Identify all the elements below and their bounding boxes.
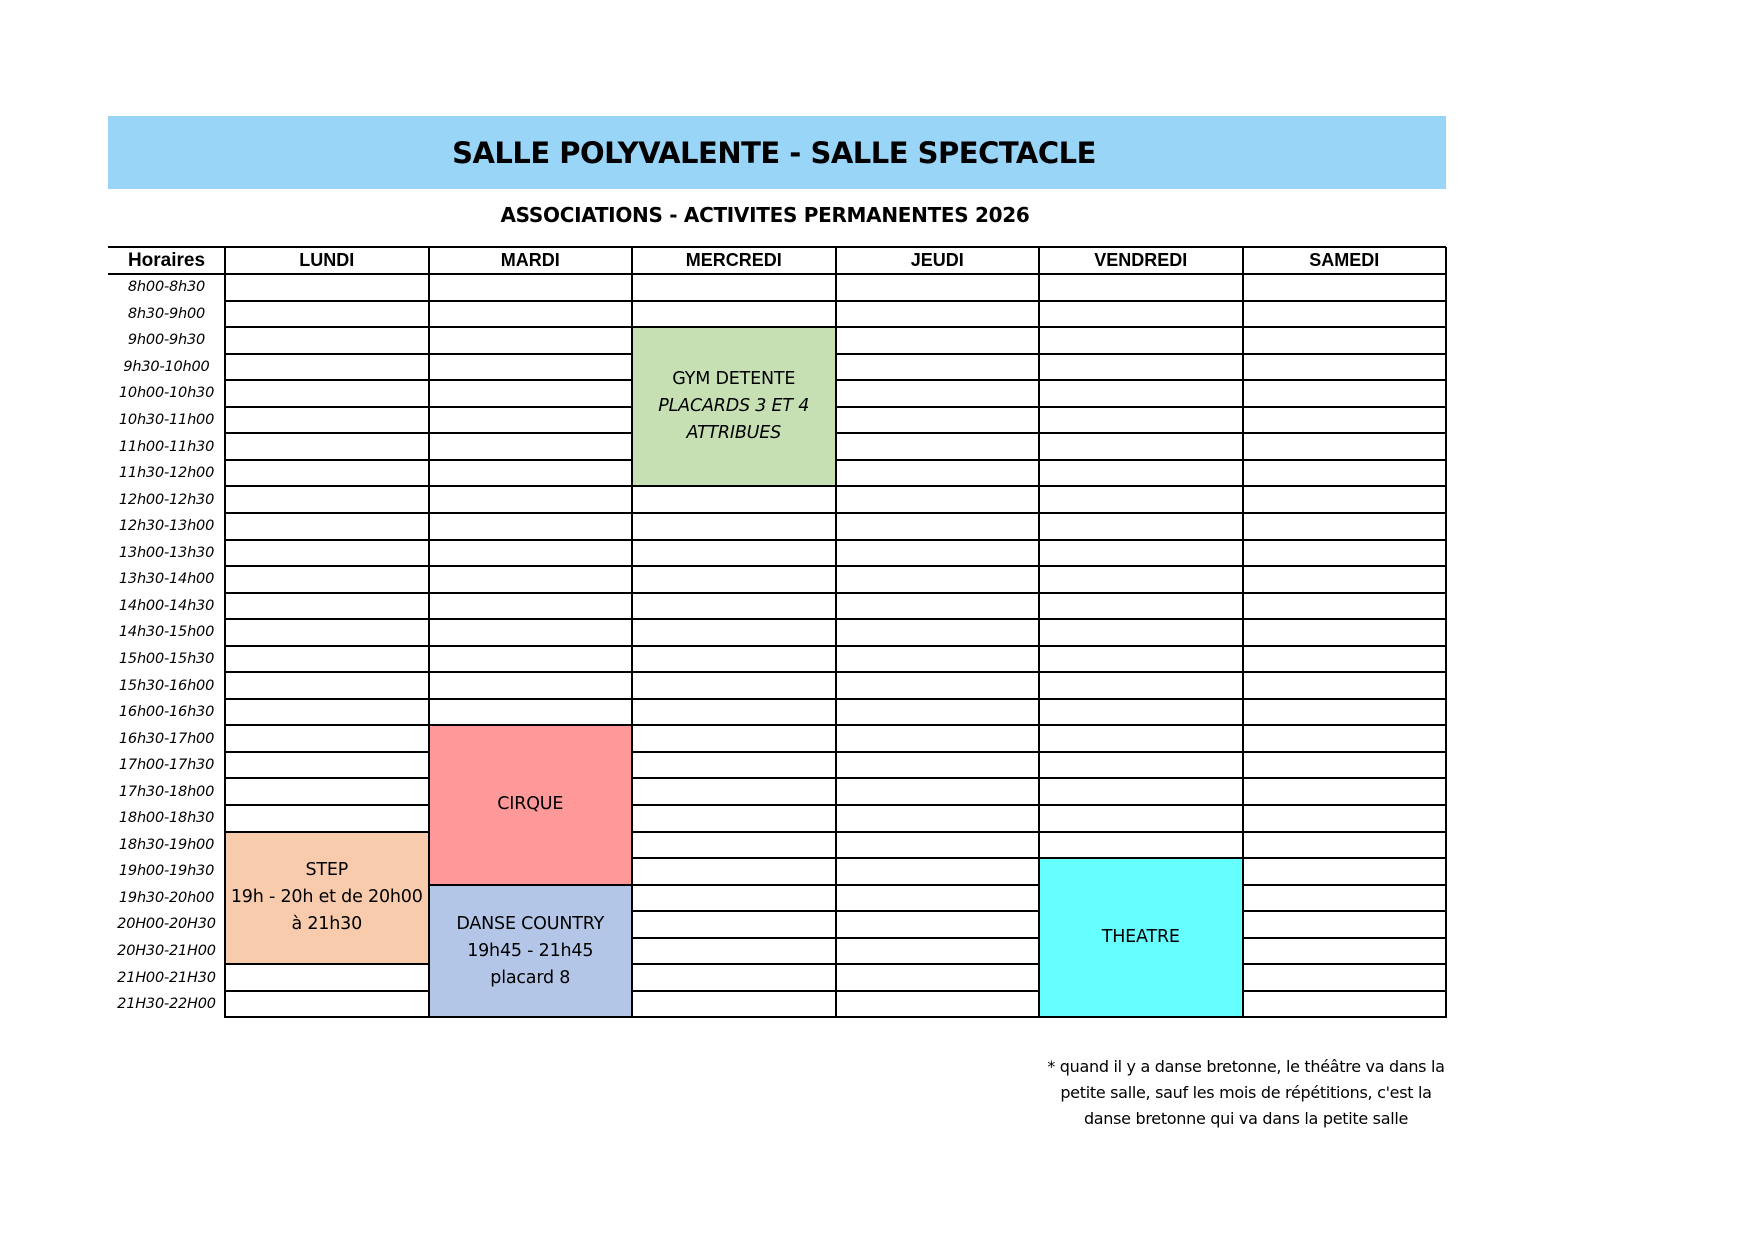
time-slot-label: 14h30-15h00 bbox=[118, 624, 215, 641]
grid-line bbox=[836, 432, 1040, 434]
grid-line bbox=[429, 592, 633, 594]
grid-line bbox=[1243, 326, 1447, 328]
event-danse-country-line: DANSE COUNTRY bbox=[456, 913, 605, 934]
grid-line bbox=[632, 804, 836, 806]
grid-line bbox=[1243, 751, 1447, 753]
time-slot-label: 17h00-17h30 bbox=[118, 757, 215, 774]
grid-line bbox=[225, 751, 429, 753]
grid-line bbox=[1039, 565, 1243, 567]
grid-line bbox=[1243, 406, 1447, 408]
grid-line bbox=[632, 618, 836, 620]
grid-line bbox=[1243, 857, 1447, 859]
grid-line bbox=[836, 724, 1040, 726]
grid-line bbox=[225, 485, 429, 487]
time-slot-label: 9h00-9h30 bbox=[127, 332, 206, 349]
grid-line bbox=[632, 937, 836, 939]
grid-line bbox=[836, 884, 1040, 886]
grid-line bbox=[1039, 512, 1243, 514]
grid-line bbox=[225, 698, 429, 700]
grid-line bbox=[836, 459, 1040, 461]
grid-line bbox=[1039, 353, 1243, 355]
grid-line bbox=[632, 698, 836, 700]
grid-line bbox=[632, 963, 836, 965]
grid-line bbox=[1243, 990, 1447, 992]
grid-line bbox=[225, 990, 429, 992]
time-slot-label: 19h30-20h00 bbox=[118, 889, 215, 906]
time-slot-label: 20H00-20H30 bbox=[117, 916, 216, 933]
grid-line bbox=[836, 300, 1040, 302]
grid-line bbox=[225, 592, 429, 594]
time-slot-label: 12h30-13h00 bbox=[118, 518, 215, 535]
grid-line bbox=[1039, 618, 1243, 620]
grid-line bbox=[225, 353, 429, 355]
grid-line bbox=[632, 910, 836, 912]
footnote-line: petite salle, sauf les mois de répétitions, c'est la bbox=[1060, 1083, 1432, 1102]
grid-line bbox=[225, 618, 429, 620]
grid-line bbox=[836, 777, 1040, 779]
time-slot-label: 11h30-12h00 bbox=[118, 465, 215, 482]
grid-line bbox=[836, 937, 1040, 939]
grid-line bbox=[836, 512, 1040, 514]
grid-line bbox=[632, 592, 836, 594]
grid-line bbox=[1243, 698, 1447, 700]
time-slot-label: 15h30-16h00 bbox=[118, 677, 215, 694]
day-header-lundi: LUNDI bbox=[299, 250, 355, 270]
grid-line bbox=[429, 432, 633, 434]
grid-line bbox=[225, 326, 429, 328]
grid-line bbox=[1039, 645, 1243, 647]
grid-line bbox=[429, 300, 633, 302]
grid-line bbox=[225, 645, 429, 647]
grid-line bbox=[836, 963, 1040, 965]
grid-line bbox=[1243, 485, 1447, 487]
grid-line bbox=[1243, 539, 1447, 541]
grid-line bbox=[1243, 618, 1447, 620]
grid-line bbox=[225, 539, 429, 541]
grid-line bbox=[225, 1016, 429, 1018]
day-header-jeudi: JEUDI bbox=[910, 250, 964, 270]
grid-line bbox=[429, 353, 633, 355]
grid-line bbox=[429, 326, 633, 328]
grid-line bbox=[836, 618, 1040, 620]
grid-line bbox=[1039, 777, 1243, 779]
grid-line bbox=[1243, 804, 1447, 806]
time-slot-label: 12h00-12h30 bbox=[118, 491, 215, 508]
event-step-line: 19h - 20h et de 20h00 bbox=[230, 887, 423, 908]
event-cirque-line: CIRQUE bbox=[497, 794, 564, 815]
event-gym-detente-line: PLACARDS 3 ET 4 bbox=[658, 396, 810, 417]
grid-line bbox=[632, 300, 836, 302]
grid-line bbox=[632, 1016, 836, 1018]
grid-line bbox=[632, 645, 836, 647]
event-gym-detente bbox=[632, 327, 836, 486]
time-slot-label: 11h00-11h30 bbox=[118, 438, 215, 455]
time-slot-label: 9h30-10h00 bbox=[123, 358, 210, 375]
grid-line bbox=[1039, 592, 1243, 594]
grid-line bbox=[836, 831, 1040, 833]
time-slot-label: 18h00-18h30 bbox=[118, 810, 215, 827]
event-danse-country-line: placard 8 bbox=[490, 967, 571, 988]
grid-line bbox=[429, 485, 633, 487]
day-header-mardi: MARDI bbox=[500, 250, 560, 270]
event-step-line: STEP bbox=[305, 860, 349, 881]
grid-line bbox=[225, 777, 429, 779]
day-header-mercredi: MERCREDI bbox=[685, 250, 782, 270]
grid-line bbox=[632, 565, 836, 567]
grid-line bbox=[1243, 645, 1447, 647]
time-slot-label: 13h30-14h00 bbox=[118, 571, 215, 588]
footnote-line: danse bretonne qui va dans la petite salle bbox=[1083, 1109, 1409, 1128]
grid-line bbox=[632, 777, 836, 779]
time-slot-label: 10h30-11h00 bbox=[118, 412, 215, 429]
grid-line bbox=[632, 512, 836, 514]
grid-line bbox=[836, 539, 1040, 541]
grid-line bbox=[1039, 485, 1243, 487]
grid-line bbox=[225, 459, 429, 461]
grid-line bbox=[1039, 326, 1243, 328]
grid-line bbox=[429, 565, 633, 567]
time-slot-label: 13h00-13h30 bbox=[118, 544, 215, 561]
grid-line bbox=[1243, 937, 1447, 939]
grid-line bbox=[429, 379, 633, 381]
grid-line bbox=[225, 432, 429, 434]
event-step bbox=[225, 832, 429, 965]
time-slot-label: 15h00-15h30 bbox=[118, 650, 215, 667]
grid-line bbox=[1039, 459, 1243, 461]
time-slot-label: 21H00-21H30 bbox=[117, 969, 216, 986]
grid-line bbox=[1243, 1016, 1447, 1018]
grid-line bbox=[836, 485, 1040, 487]
grid-line bbox=[429, 645, 633, 647]
grid-line bbox=[1039, 698, 1243, 700]
grid-line bbox=[1243, 671, 1447, 673]
grid-line bbox=[225, 406, 429, 408]
grid-line bbox=[1039, 300, 1243, 302]
grid-line bbox=[836, 379, 1040, 381]
page-title: SALLE POLYVALENTE - SALLE SPECTACLE bbox=[452, 135, 1096, 170]
time-slot-label: 14h00-14h30 bbox=[118, 597, 215, 614]
time-slot-label: 18h30-19h00 bbox=[118, 836, 215, 853]
time-slot-label: 21H30-22H00 bbox=[117, 996, 216, 1013]
grid-line bbox=[836, 804, 1040, 806]
grid-line bbox=[836, 406, 1040, 408]
time-slot-label: 19h00-19h30 bbox=[118, 863, 215, 880]
grid-line bbox=[1243, 910, 1447, 912]
grid-line bbox=[429, 698, 633, 700]
grid-line bbox=[836, 592, 1040, 594]
grid-line bbox=[1445, 247, 1447, 1018]
grid-line bbox=[1039, 724, 1243, 726]
grid-line bbox=[429, 539, 633, 541]
page-subtitle: ASSOCIATIONS - ACTIVITES PERMANENTES 2026 bbox=[500, 203, 1030, 227]
grid-line bbox=[836, 671, 1040, 673]
grid-line bbox=[429, 618, 633, 620]
grid-line bbox=[632, 857, 836, 859]
grid-line bbox=[632, 831, 836, 833]
grid-line bbox=[1243, 353, 1447, 355]
time-slot-label: 8h00-8h30 bbox=[127, 279, 206, 296]
grid-line bbox=[836, 751, 1040, 753]
grid-line bbox=[632, 990, 836, 992]
grid-line bbox=[1243, 512, 1447, 514]
time-column-header: Horaires bbox=[127, 249, 206, 271]
grid-line bbox=[1243, 963, 1447, 965]
event-cirque bbox=[429, 725, 633, 884]
grid-line bbox=[1039, 671, 1243, 673]
time-slot-label: 8h30-9h00 bbox=[127, 305, 206, 322]
grid-line bbox=[1039, 379, 1243, 381]
grid-line bbox=[225, 804, 429, 806]
grid-line bbox=[429, 459, 633, 461]
time-slot-label: 16h30-17h00 bbox=[118, 730, 215, 747]
grid-line bbox=[836, 910, 1040, 912]
grid-line bbox=[1039, 432, 1243, 434]
grid-line bbox=[225, 724, 429, 726]
grid-line bbox=[225, 512, 429, 514]
grid-line bbox=[1243, 777, 1447, 779]
grid-line bbox=[1243, 831, 1447, 833]
grid-line bbox=[1039, 406, 1243, 408]
grid-line bbox=[429, 512, 633, 514]
event-danse-country bbox=[429, 885, 633, 1018]
event-theatre-line: THEATRE bbox=[1101, 927, 1180, 948]
time-slot-label: 20H30-21H00 bbox=[117, 943, 216, 960]
event-danse-country-line: 19h45 - 21h45 bbox=[467, 940, 594, 961]
grid-line bbox=[1243, 884, 1447, 886]
grid-line bbox=[1243, 300, 1447, 302]
grid-line bbox=[1039, 804, 1243, 806]
event-gym-detente-line: ATTRIBUES bbox=[686, 423, 782, 444]
grid-line bbox=[225, 300, 429, 302]
event-step-line: à 21h30 bbox=[291, 914, 362, 935]
grid-line bbox=[836, 1016, 1040, 1018]
day-header-vendredi: VENDREDI bbox=[1094, 250, 1188, 270]
grid-line bbox=[225, 671, 429, 673]
event-theatre bbox=[1039, 858, 1243, 1017]
grid-line bbox=[1243, 432, 1447, 434]
time-slot-label: 17h30-18h00 bbox=[118, 783, 215, 800]
grid-line bbox=[632, 751, 836, 753]
time-slot-label: 10h00-10h30 bbox=[118, 385, 215, 402]
grid-line bbox=[632, 539, 836, 541]
grid-line bbox=[1243, 459, 1447, 461]
grid-line bbox=[225, 379, 429, 381]
grid-line bbox=[1243, 565, 1447, 567]
grid-line bbox=[836, 698, 1040, 700]
footnote-line: * quand il y a danse bretonne, le théâtre va dans la bbox=[1047, 1057, 1445, 1076]
grid-line bbox=[1243, 379, 1447, 381]
grid-line bbox=[836, 353, 1040, 355]
grid-line bbox=[1243, 724, 1447, 726]
grid-line bbox=[429, 406, 633, 408]
grid-line bbox=[1039, 539, 1243, 541]
grid-line bbox=[632, 671, 836, 673]
grid-line bbox=[836, 326, 1040, 328]
grid-line bbox=[836, 565, 1040, 567]
event-gym-detente-line: GYM DETENTE bbox=[672, 369, 796, 390]
grid-line bbox=[225, 565, 429, 567]
grid-line bbox=[632, 724, 836, 726]
grid-line bbox=[836, 990, 1040, 992]
footnote bbox=[1036, 1054, 1456, 1132]
time-slot-label: 16h00-16h30 bbox=[118, 704, 215, 721]
grid-line bbox=[836, 857, 1040, 859]
grid-line bbox=[429, 671, 633, 673]
grid-line bbox=[1243, 592, 1447, 594]
grid-line bbox=[632, 884, 836, 886]
day-header-samedi: SAMEDI bbox=[1309, 250, 1380, 270]
grid-line bbox=[1039, 751, 1243, 753]
grid-line bbox=[836, 645, 1040, 647]
grid-line bbox=[1039, 831, 1243, 833]
